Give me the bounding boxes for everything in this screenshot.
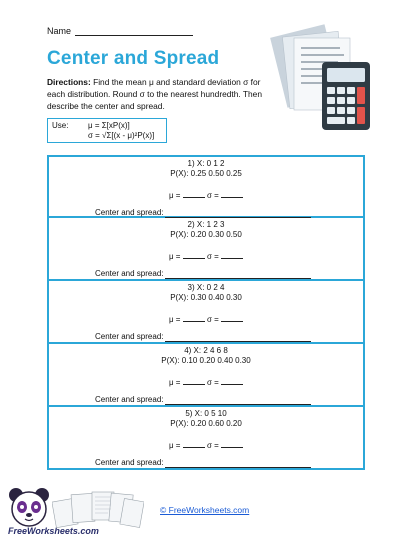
mean-answer-blank[interactable] xyxy=(183,439,205,448)
answer-row xyxy=(49,376,363,388)
name-label: Name xyxy=(47,26,72,36)
problem-probabilities: P(X): 0.25 0.50 0.25 xyxy=(170,169,242,178)
sd-answer-blank[interactable] xyxy=(221,313,243,322)
problem-probabilities: P(X): 0.20 0.60 0.20 xyxy=(170,419,242,428)
sigma-label: σ = xyxy=(206,191,219,200)
problem-x-values: 4) X: 2 4 6 8 xyxy=(184,346,228,355)
sd-answer-blank[interactable] xyxy=(221,189,243,198)
problem-probabilities: P(X): 0.30 0.40 0.30 xyxy=(170,293,242,302)
answer-row xyxy=(49,439,363,451)
page-title: Center and Spread xyxy=(47,48,220,69)
name-row xyxy=(47,26,193,36)
brand-logo-text: FreeWorksheets.com xyxy=(8,526,99,536)
center-spread-label: Center and spread: xyxy=(95,395,164,404)
copyright-link[interactable]: © FreeWorksheets.com xyxy=(160,505,250,515)
sd-formula: σ = √Σ[(x - μ)²P(x)] xyxy=(88,131,155,140)
sigma-label: σ = xyxy=(206,441,219,450)
center-spread-label: Center and spread: xyxy=(95,269,164,278)
mean-formula: μ = Σ[xP(x)] xyxy=(88,121,130,130)
problem-5 xyxy=(47,407,365,470)
mu-label: μ = xyxy=(168,191,181,200)
mean-answer-blank[interactable] xyxy=(183,313,205,322)
center-spread-row xyxy=(95,458,311,468)
center-spread-blank[interactable] xyxy=(165,270,311,279)
center-spread-blank[interactable] xyxy=(165,459,311,468)
sigma-label: σ = xyxy=(206,315,219,324)
center-spread-row xyxy=(95,395,311,405)
directions xyxy=(47,76,262,112)
problem-list xyxy=(47,155,365,470)
problem-2 xyxy=(47,218,365,281)
mu-label: μ = xyxy=(168,378,181,387)
center-spread-label: Center and spread: xyxy=(95,458,164,467)
answer-row xyxy=(49,313,363,325)
documents-calculator-illustration xyxy=(268,24,380,136)
sigma-label: σ = xyxy=(206,378,219,387)
center-spread-blank[interactable] xyxy=(165,396,311,405)
mu-label: μ = xyxy=(168,252,181,261)
problem-x-values: 2) X: 1 2 3 xyxy=(187,220,225,229)
center-spread-row xyxy=(95,269,311,279)
mean-answer-blank[interactable] xyxy=(183,189,205,198)
center-spread-row xyxy=(95,332,311,342)
name-field[interactable] xyxy=(75,26,193,36)
problem-4 xyxy=(47,344,365,407)
sd-answer-blank[interactable] xyxy=(221,439,243,448)
sigma-label: σ = xyxy=(206,252,219,261)
problem-x-values: 5) X: 0 5 10 xyxy=(185,409,227,418)
mu-label: μ = xyxy=(168,441,181,450)
sd-answer-blank[interactable] xyxy=(221,376,243,385)
problem-1 xyxy=(47,155,365,218)
problem-probabilities: P(X): 0.20 0.30 0.50 xyxy=(170,230,242,239)
worksheet-thumbnails-icon xyxy=(52,488,144,528)
problem-x-values: 3) X: 0 2 4 xyxy=(187,283,225,292)
center-spread-label: Center and spread: xyxy=(95,332,164,341)
center-spread-label: Center and spread: xyxy=(95,208,164,217)
problem-3 xyxy=(47,281,365,344)
center-spread-blank[interactable] xyxy=(165,209,311,218)
problem-x-values: 1) X: 0 1 2 xyxy=(187,159,225,168)
mean-answer-blank[interactable] xyxy=(183,376,205,385)
calculator-icon xyxy=(322,62,370,130)
use-label: Use: xyxy=(52,121,69,130)
center-spread-row xyxy=(95,208,311,218)
mu-label: μ = xyxy=(168,315,181,324)
problem-probabilities: P(X): 0.10 0.20 0.40 0.30 xyxy=(161,356,251,365)
center-spread-blank[interactable] xyxy=(165,333,311,342)
mean-answer-blank[interactable] xyxy=(183,250,205,259)
sd-answer-blank[interactable] xyxy=(221,250,243,259)
answer-row xyxy=(49,189,363,201)
formula-box xyxy=(47,118,167,143)
answer-row xyxy=(49,250,363,262)
directions-text: Find the mean μ and standard deviation σ for each distribution. Round σ to the nearest hundredth. Then describe the center and spread. xyxy=(47,77,262,111)
directions-label: Directions: xyxy=(47,77,91,87)
